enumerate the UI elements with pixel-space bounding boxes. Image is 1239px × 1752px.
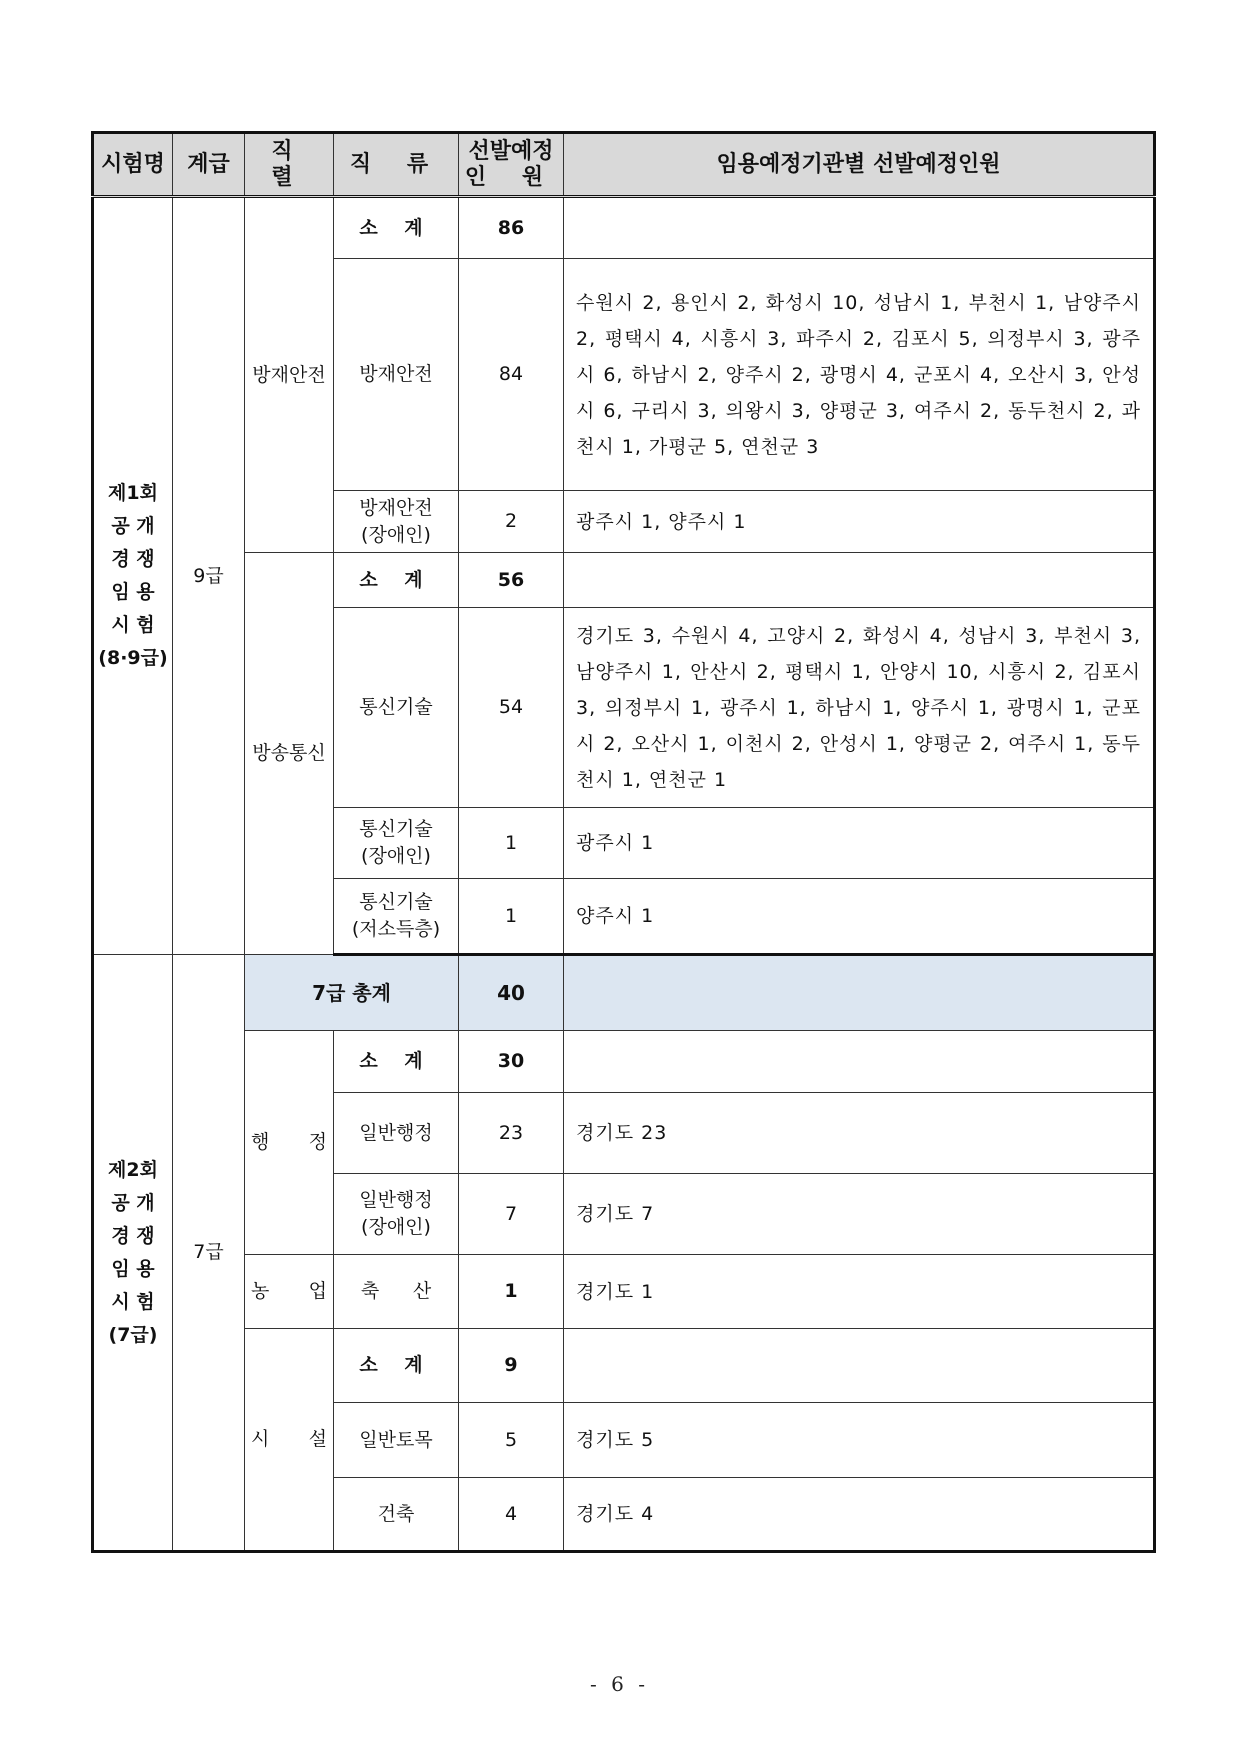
grade7-total-allocation <box>564 955 1155 1031</box>
count-cell: 7 <box>459 1174 564 1255</box>
header-category: 직 류 <box>334 133 459 197</box>
category-cell: 통신기술 (장애인) <box>334 808 459 879</box>
allocation-cell: 양주시 1 <box>564 879 1155 955</box>
count-cell: 23 <box>459 1093 564 1174</box>
count-cell: 2 <box>459 491 564 553</box>
subtotal-label: 소 계 <box>334 553 459 608</box>
category-cell: 일반행정 (장애인) <box>334 1174 459 1255</box>
count-cell: 1 <box>459 879 564 955</box>
table-row <box>93 1329 1155 1403</box>
count-cell: 84 <box>459 259 564 491</box>
table-row <box>93 197 1155 259</box>
table-row <box>93 955 1155 1031</box>
table-row <box>93 1031 1155 1093</box>
allocation-cell: 광주시 1 <box>564 808 1155 879</box>
grade7-total-count: 40 <box>459 955 564 1031</box>
allocation-cell: 수원시 2, 용인시 2, 화성시 10, 성남시 1, 부천시 1, 남양주시 2, 평택시 4, 시흥시 3, 파주시 2, 김포시 5, 의정부시 3, 광주시 6, 하남시 2, 양주시 2, 광명시 4, 군포시 4, 오산시 3, 안성시 6, 구리시 3, 의왕시 3, 양평군 3, 여주시 2, 동두천시 2, 과천시 1, 가평군 5, 연천군 3 <box>564 259 1155 491</box>
category-cell: 건축 <box>334 1478 459 1552</box>
subtotal-allocation <box>564 197 1155 259</box>
subtotal-allocation <box>564 1031 1155 1093</box>
header-allocation: 임용예정기관별 선발예정인원 <box>564 133 1155 197</box>
count-cell: 5 <box>459 1403 564 1478</box>
allocation-cell: 경기도 3, 수원시 4, 고양시 2, 화성시 4, 성남시 3, 부천시 3, 남양주시 1, 안산시 2, 평택시 1, 안양시 10, 시흥시 2, 김포시 3, 의정부시 1, 광주시 1, 하남시 1, 양주시 1, 광명시 1, 군포시 2, 오산시 1, 이천시 2, 안성시 1, 양평군 2, 여주시 1, 동두천시 1, 연천군 1 <box>564 608 1155 808</box>
recruitment-table-sheet <box>91 131 1153 1553</box>
exam1-name: 제1회 공 개 경 쟁 임 용 시 험 (8·9급) <box>93 197 173 955</box>
category-cell: 통신기술 <box>334 608 459 808</box>
table-header-row <box>93 133 1155 197</box>
allocation-cell: 경기도 23 <box>564 1093 1155 1174</box>
subtotal-label: 소 계 <box>334 197 459 259</box>
count-cell: 1 <box>459 1255 564 1329</box>
exam1-grade: 9급 <box>173 197 245 955</box>
count-cell: 54 <box>459 608 564 808</box>
category-cell: 일반행정 <box>334 1093 459 1174</box>
subtotal-count: 86 <box>459 197 564 259</box>
recruitment-table <box>91 131 1156 1553</box>
allocation-cell: 광주시 1, 양주시 1 <box>564 491 1155 553</box>
exam2-series-facility: 시 설 <box>245 1329 334 1552</box>
header-exam-name: 시험명 <box>93 133 173 197</box>
subtotal-allocation <box>564 553 1155 608</box>
exam1-series-broadcast: 방송통신 <box>245 553 334 955</box>
subtotal-count: 30 <box>459 1031 564 1093</box>
subtotal-allocation <box>564 1329 1155 1403</box>
category-cell: 통신기술 (저소득층) <box>334 879 459 955</box>
subtotal-count: 9 <box>459 1329 564 1403</box>
allocation-cell: 경기도 7 <box>564 1174 1155 1255</box>
table-row <box>93 1255 1155 1329</box>
allocation-cell: 경기도 1 <box>564 1255 1155 1329</box>
header-planned-count-line2: 인 원 <box>464 164 558 190</box>
exam1-series-disaster: 방재안전 <box>245 197 334 553</box>
table-row <box>93 553 1155 608</box>
allocation-cell: 경기도 4 <box>564 1478 1155 1552</box>
exam2-series-agri: 농 업 <box>245 1255 334 1329</box>
header-grade: 계급 <box>173 133 245 197</box>
exam2-grade: 7급 <box>173 955 245 1552</box>
count-cell: 1 <box>459 808 564 879</box>
category-cell: 방재안전 <box>334 259 459 491</box>
subtotal-label: 소 계 <box>334 1329 459 1403</box>
exam2-series-admin: 행 정 <box>245 1031 334 1255</box>
grade7-total-label: 7급 총계 <box>245 955 459 1031</box>
header-series: 직 렬 <box>245 133 334 197</box>
subtotal-label: 소 계 <box>334 1031 459 1093</box>
subtotal-count: 56 <box>459 553 564 608</box>
category-cell: 방재안전 (장애인) <box>334 491 459 553</box>
allocation-cell: 경기도 5 <box>564 1403 1155 1478</box>
page-number: - 6 - <box>590 1672 649 1696</box>
exam2-name: 제2회 공 개 경 쟁 임 용 시 험 (7급) <box>93 955 173 1552</box>
header-planned-count <box>459 133 564 197</box>
count-cell: 4 <box>459 1478 564 1552</box>
category-livestock: 축 산 <box>334 1255 459 1329</box>
header-planned-count-line1: 선발예정 <box>468 138 554 164</box>
category-cell: 일반토목 <box>334 1403 459 1478</box>
